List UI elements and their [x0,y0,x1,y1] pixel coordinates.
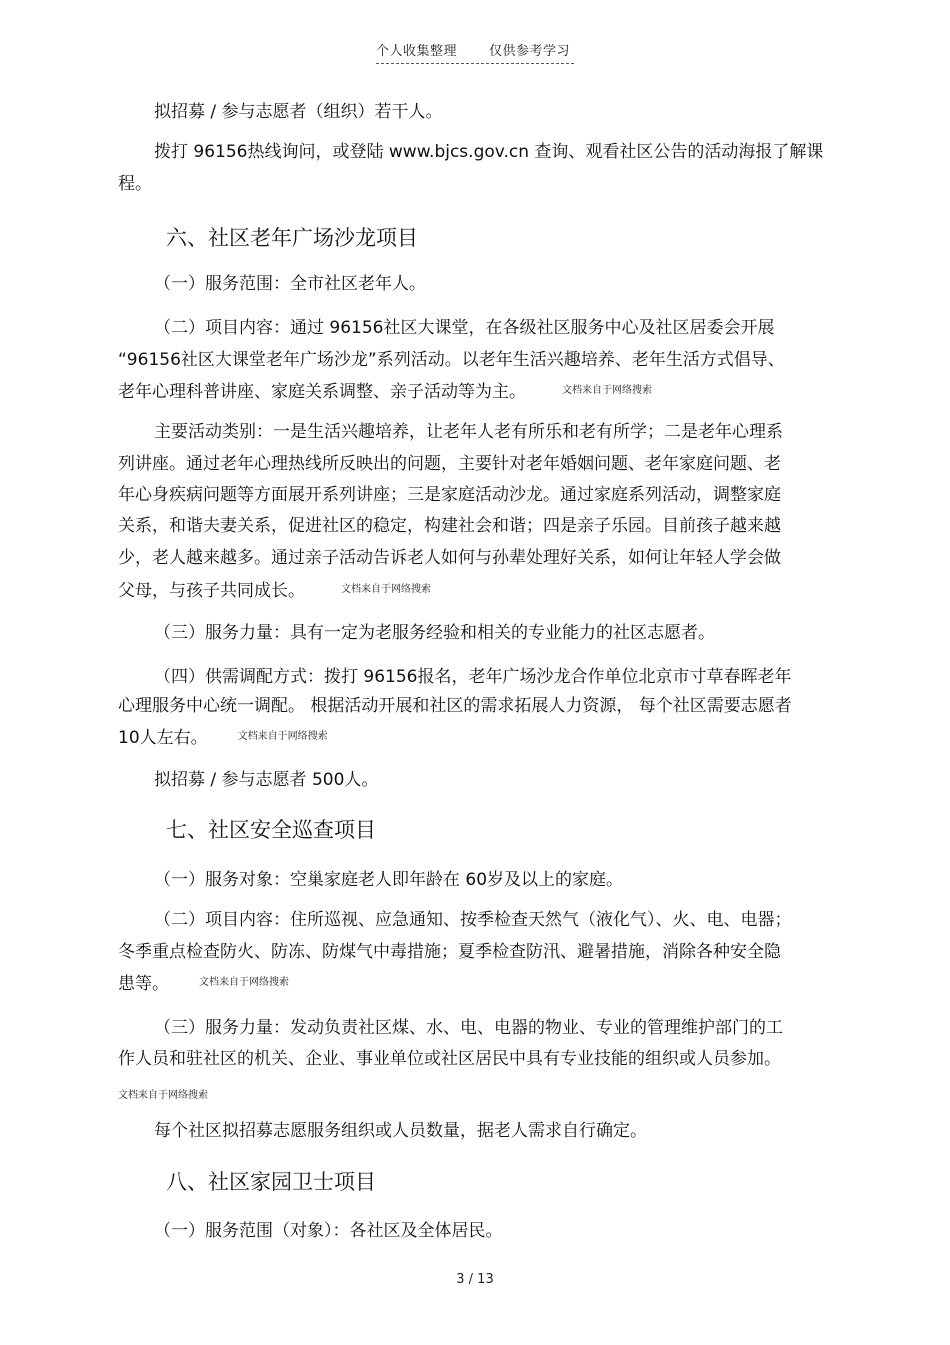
paragraph-text: 10人左右。 [118,728,208,748]
paragraph-text: 老年心理科普讲座、家庭关系调整、亲子活动等为主。 [118,382,526,402]
paragraph-with-note [118,967,848,1000]
paragraph: （三）服务力量：具有一定为老服务经验和相关的专业能力的社区志愿者。 [154,623,715,643]
paragraph: 冬季重点检查防火、防冻、防煤气中毒措施；夏季检查防汛、避暑措施，消除各种安全隐 [118,942,781,962]
section-heading: 八、社区家园卫士项目 [166,1170,376,1194]
section-heading: 六、社区老年广场沙龙项目 [166,226,418,250]
source-note: 文档来自于网络搜索 [237,731,328,742]
paragraph: （二）项目内容：住所巡视、应急通知、按季检查天然气（液化气）、火、电、电器； [154,910,792,930]
paragraph-with-note [118,375,848,408]
paragraph-with-note [118,574,848,607]
paragraph: 关系，和谐夫妻关系，促进社区的稳定，构建社会和谐；四是亲子乐园。目前孩子越来越 [118,516,781,536]
paragraph: “96156社区大课堂老年广场沙龙”系列活动。以老年生活兴趣培养、老年生活方式倡导、 [118,350,785,370]
source-note: 文档来自于网络搜索 [341,584,431,595]
paragraph-text: 患等。 [118,974,169,994]
paragraph: （一）服务范围：全市社区老年人。 [154,274,426,294]
paragraph: 拨打 96156热线询问，或登陆 www.bjcs.gov.cn 查询、观看社区公告的活动海报了解课 [154,142,824,162]
paragraph: 年心身疾病问题等方面展开系列讲座；三是家庭活动沙龙。通过家庭系列活动，调整家庭 [118,485,781,505]
section-heading: 七、社区安全巡查项目 [166,818,376,842]
paragraph: 少，老人越来越多。通过亲子活动告诉老人如何与孙辈处理好关系，如何让年轻人学会做 [118,548,781,568]
paragraph: 作人员和驻社区的机关、企业、事业单位或社区居民中具有专业技能的组织或人员参加。 [118,1049,781,1069]
paragraph: 程。 [118,174,152,194]
source-note: 文档来自于网络搜索 [199,977,289,988]
header-left: 个人收集整理 [376,44,458,59]
paragraph: （一）服务范围（对象）：各社区及全体居民。 [154,1221,503,1241]
paragraph: 列讲座。通过老年心理热线所反映出的问题，主要针对老年婚姻问题、老年家庭问题、老 [118,454,781,474]
page-number: 3 / 13 [456,1272,494,1287]
paragraph: （三）服务力量：发动负责社区煤、水、电、电器的物业、专业的管理维护部门的工 [154,1018,783,1038]
paragraph: （四）供需调配方式：拨打 96156报名，老年广场沙龙合作单位北京市寸草春晖老年 [154,667,792,687]
paragraph: （一）服务对象：空巢家庭老人即年龄在 60岁及以上的家庭。 [154,870,624,890]
source-note: 文档来自于网络搜索 [562,385,652,396]
paragraph: 拟招募 / 参与志愿者 500人。 [154,770,379,790]
paragraph: 主要活动类别：一是生活兴趣培养，让老年人老有所乐和老有所学；二是老年心理系 [154,422,783,442]
paragraph-with-note [118,721,848,754]
paragraph: 每个社区拟招募志愿服务组织或人员数量，据老人需求自行确定。 [154,1121,647,1141]
paragraph: （二）项目内容：通过 96156社区大课堂，在各级社区服务中心及社区居委会开展 [154,318,775,338]
source-note: 文档来自于网络搜索 [118,1090,208,1101]
paragraph: 拟招募 / 参与志愿者（组织）若干人。 [154,102,443,122]
page-header [376,40,574,64]
header-right: 仅供参考学习 [489,44,571,59]
paragraph: 心理服务中心统一调配。 根据活动开展和社区的需求拓展人力资源， 每个社区需要志愿者 [118,696,792,716]
paragraph-text: 父母，与孩子共同成长。 [118,581,305,601]
